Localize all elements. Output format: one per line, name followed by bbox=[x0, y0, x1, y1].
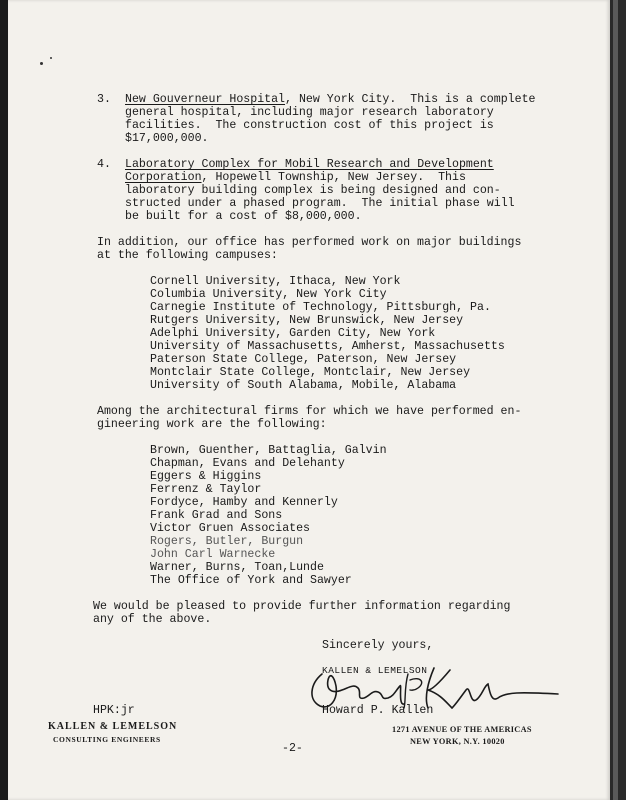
text-line: general hospital, including major research laboratory bbox=[125, 106, 494, 119]
project-name: Laboratory Complex for Mobil Research and Development bbox=[125, 158, 494, 171]
firm-item: Ferrenz & Taylor bbox=[150, 483, 262, 496]
firm-item: Brown, Guenther, Battaglia, Galvin bbox=[150, 444, 387, 457]
footer-subtitle: CONSULTING ENGINEERS bbox=[53, 735, 161, 744]
scan-speck bbox=[50, 57, 52, 59]
campus-item: Carnegie Institute of Technology, Pittsburgh, Pa. bbox=[150, 301, 491, 314]
firm-item: Frank Grad and Sons bbox=[150, 509, 283, 522]
campus-item: Rutgers University, New Brunswick, New Jersey bbox=[150, 314, 464, 327]
campus-item: Adelphi University, Garden City, New York bbox=[150, 327, 436, 340]
firm-item: Fordyce, Hamby and Kennerly bbox=[150, 496, 338, 509]
campus-item: University of South Alabama, Mobile, Alabama bbox=[150, 379, 457, 392]
firm-item: Chapman, Evans and Delehanty bbox=[150, 457, 345, 470]
footer-address-line1: 1271 AVENUE OF THE AMERICAS bbox=[392, 725, 532, 734]
typist-initials: HPK:jr bbox=[93, 704, 135, 717]
page-number: -2- bbox=[282, 742, 303, 755]
paragraph-line: at the following campuses: bbox=[97, 249, 278, 262]
scan-speck bbox=[40, 62, 43, 65]
campus-item: Cornell University, Ithaca, New York bbox=[150, 275, 401, 288]
text-line: structed under a phased program. The initial phase will bbox=[125, 197, 515, 210]
scan-border bbox=[610, 0, 626, 800]
paragraph-line: Among the architectural firms for which we have performed en- bbox=[97, 405, 522, 418]
salutation: Sincerely yours, bbox=[322, 639, 434, 652]
paragraph-line: any of the above. bbox=[93, 613, 212, 626]
firm-item: Rogers, Butler, Burgun bbox=[150, 535, 304, 548]
campus-item: Columbia University, New York City bbox=[150, 288, 387, 301]
text-line: facilities. The construction cost of this project is bbox=[125, 119, 494, 132]
project-name: New Gouverneur Hospital bbox=[125, 93, 286, 106]
text-line: be built for a cost of $8,000,000. bbox=[125, 210, 362, 223]
campus-item: University of Massachusetts, Amherst, Massachusetts bbox=[150, 340, 505, 353]
item-4-second-line: Corporation, Hopewell Township, New Jersey. This bbox=[125, 171, 466, 184]
firm-item: Warner, Burns, Toan,Lunde bbox=[150, 561, 324, 574]
firm-item: The Office of York and Sawyer bbox=[150, 574, 352, 587]
item-3-first-line: New Gouverneur Hospital, New York City. This is a complete bbox=[125, 93, 536, 106]
firm-item: Victor Gruen Associates bbox=[150, 522, 311, 535]
signer-name: Howard P. Kallen bbox=[322, 704, 434, 717]
text-line: $17,000,000. bbox=[125, 132, 209, 145]
firm-item: Eggers & Higgins bbox=[150, 470, 262, 483]
campus-item: Paterson State College, Paterson, New Jersey bbox=[150, 353, 457, 366]
item-number: 3. bbox=[97, 93, 111, 106]
project-name: Corporation bbox=[125, 171, 202, 184]
text-line: laboratory building complex is being designed and con- bbox=[125, 184, 501, 197]
firm-item: John Carl Warnecke bbox=[150, 548, 276, 561]
footer-address-line2: NEW YORK, N.Y. 10020 bbox=[410, 737, 505, 746]
signoff-company: KALLEN & LEMELSON bbox=[322, 665, 428, 676]
campus-item: Montclair State College, Montclair, New Jersey bbox=[150, 366, 471, 379]
paragraph-line: gineering work are the following: bbox=[97, 418, 327, 431]
item-number: 4. bbox=[97, 158, 111, 171]
svg-text:Howard P. Kallen bbox=[430, 687, 455, 691]
footer-firm-name: KALLEN & LEMELSON bbox=[48, 721, 178, 732]
paragraph-line: In addition, our office has performed work on major buildings bbox=[97, 236, 522, 249]
paragraph-line: We would be pleased to provide further information regarding bbox=[93, 600, 511, 613]
